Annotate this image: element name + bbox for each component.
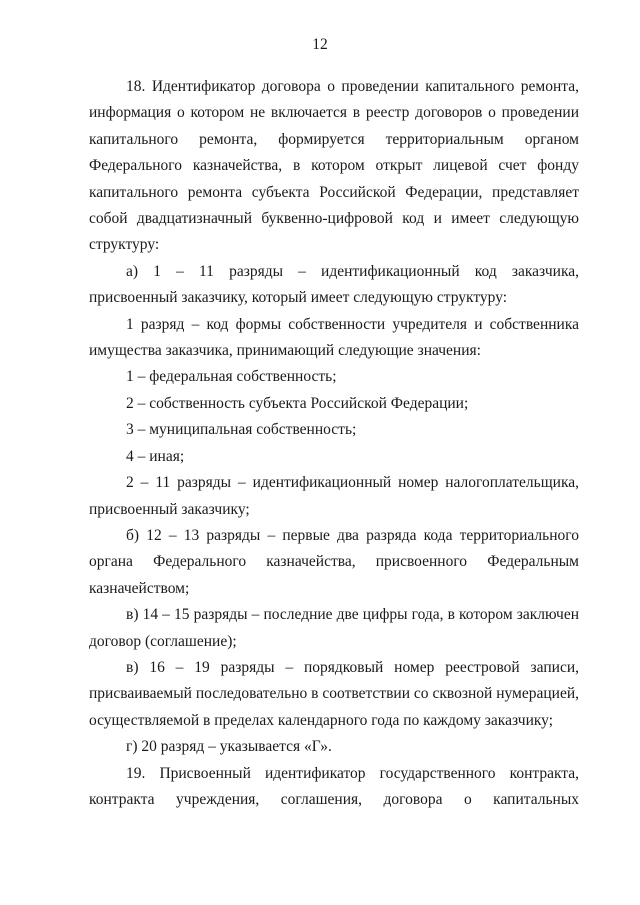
page-number: 12 (312, 36, 328, 53)
list-item-federal: 1 – федеральная собственность; (126, 368, 337, 386)
paragraph-v-16-19: в) 16 – 19 разряды – порядковый номер реестровой записи, присваиваемый последовательно в соответствии со сквозной нумерацией, осуществляемой в пределах календарного года по каждому заказчику; (89, 658, 579, 729)
paragraph-a: а) 1 – 11 разряды – идентификационный код заказчика, присвоенный заказчику, который имеет следующую структуру: (89, 262, 579, 307)
list-item-other: 4 – иная; (126, 447, 185, 465)
paragraph-18: 18. Идентификатор договора о проведении капитального ремонта, информация о котором не включается в реестр договоров о проведении капитального ремонта, формируется территориальным органом Федерального казначейства, в котором открыт лицевой счет фонду капитального ремонта субъекта Российской Федерации, представляет собой двадцатизначный буквенно-цифровой код и имеет следующую структуру: (89, 78, 579, 254)
paragraph-19: 19. Присвоенный идентификатор государственного контракта, контракта учреждения, соглашения, договора о капитальных (89, 764, 579, 808)
paragraph-v-14-15: в) 14 – 15 разряды – последние две цифры года, в котором заключен договор (соглашение); (89, 606, 579, 650)
document-body (89, 74, 579, 813)
paragraph-digits-2-11: 2 – 11 разряды – идентификационный номер налогоплательщика, присвоенный заказчику; (89, 474, 579, 518)
list-item-municipal: 3 – муниципальная собственность; (126, 421, 357, 439)
list-item-subject: 2 – собственность субъекта Российской Федерации; (126, 394, 469, 412)
paragraph-digit-1: 1 разряд – код формы собственности учредителя и собственника имущества заказчика, принимающий следующие значения: (89, 315, 579, 360)
paragraph-g: г) 20 разряд – указывается «Г». (126, 738, 332, 756)
paragraph-b: б) 12 – 13 разряды – первые два разряда кода территориального органа Федерального казначейства, присвоенного Федеральным казначейством; (89, 526, 579, 597)
